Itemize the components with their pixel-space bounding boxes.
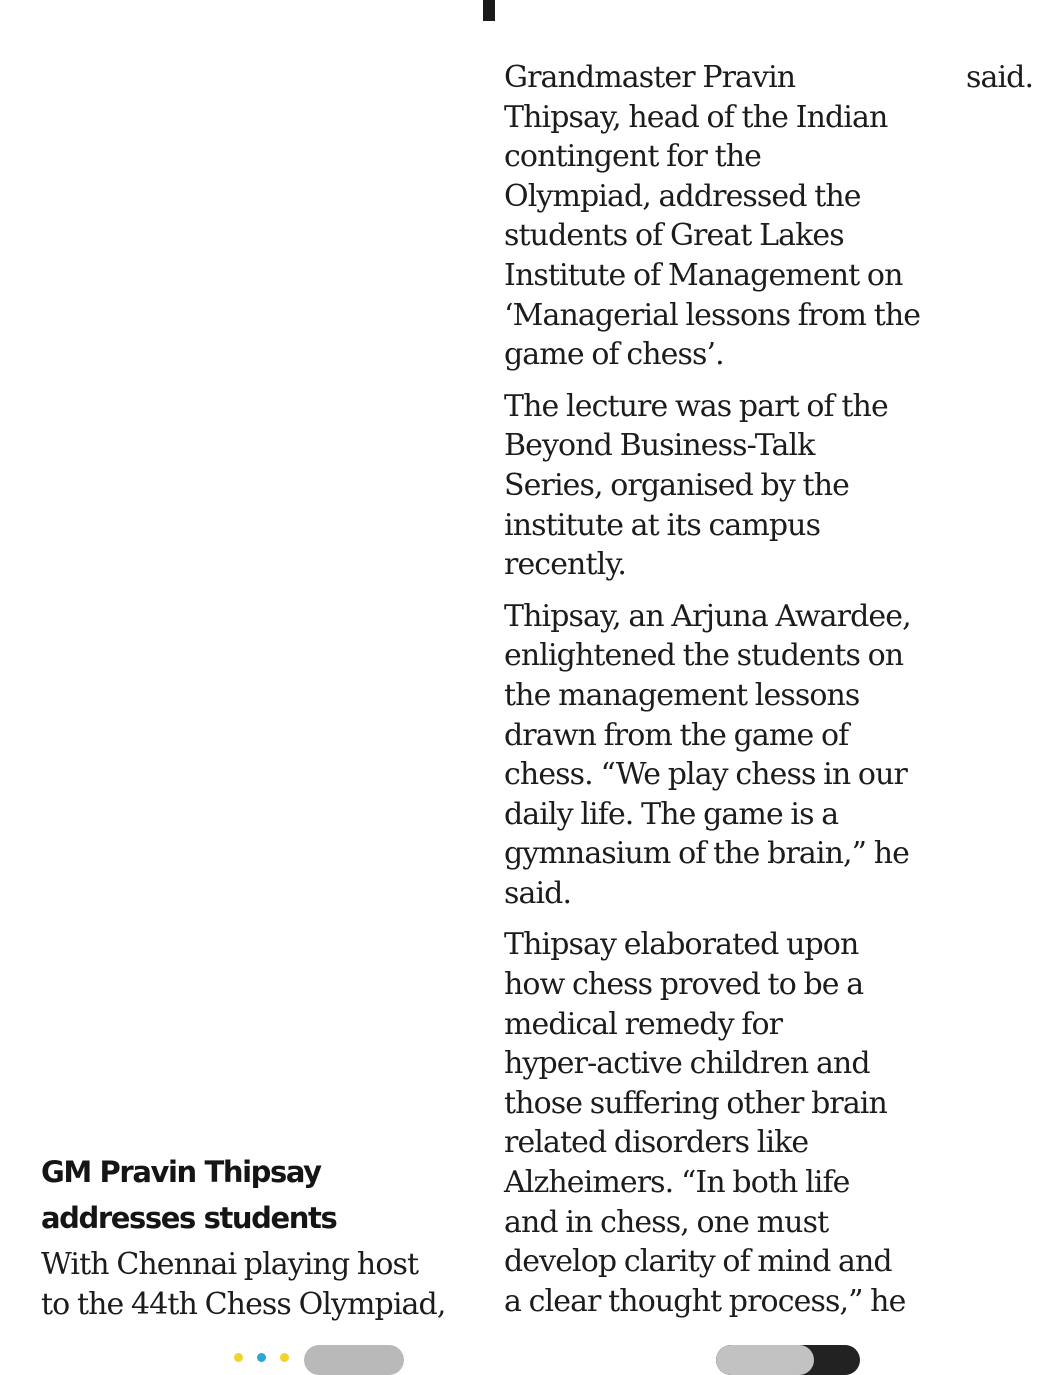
toggle-knob[interactable]	[716, 1345, 814, 1375]
text-line: a clear thought process,” he	[504, 1283, 906, 1319]
next-column-text: said.	[966, 60, 1034, 95]
headline-line: addresses students	[41, 1201, 337, 1235]
text-line: Series, organised by the	[504, 467, 849, 503]
page-dot	[234, 1353, 243, 1362]
text-line: the management lessons	[504, 677, 860, 713]
text-line: hyper-active children and	[504, 1046, 870, 1082]
text-line: how chess proved to be a	[504, 967, 864, 1003]
text-line: students of Great Lakes	[504, 218, 844, 254]
text-line: develop clarity of mind and	[504, 1244, 892, 1280]
text-line: game of chess’.	[504, 337, 724, 373]
page-dot	[257, 1353, 266, 1362]
text-line: related disorders like	[504, 1125, 809, 1161]
text-line: ‘Managerial lessons from the	[504, 297, 921, 333]
text-line: Grandmaster Pravin	[504, 60, 796, 95]
text-line: Thipsay, an Arjuna Awardee,	[504, 598, 911, 634]
text-line: enlightened the students on	[504, 638, 904, 674]
paragraph-2	[504, 387, 944, 585]
article-body	[504, 58, 944, 1321]
text-line: those suffering other brain	[504, 1085, 887, 1121]
text-line: daily life. The game is a	[504, 796, 839, 832]
text-line: Alzheimers. “In both life	[504, 1165, 850, 1201]
text-line: Thipsay elaborated upon	[504, 927, 859, 963]
text-line: medical remedy for	[504, 1006, 783, 1042]
text-line: Institute of Management on	[504, 257, 903, 293]
text-line: recently.	[504, 547, 627, 583]
text-line: With Chennai playing host	[41, 1247, 419, 1282]
headline-line: GM Pravin Thipsay	[41, 1155, 321, 1189]
left-scroll-handle[interactable]	[304, 1345, 404, 1375]
article-standfirst	[41, 1245, 491, 1324]
text-line: to the 44th Chess Olympiad,	[41, 1286, 446, 1322]
column-divider-marker	[483, 0, 495, 21]
paragraph-4	[504, 925, 944, 1321]
page-dot	[280, 1353, 289, 1362]
text-line: chess. “We play chess in our	[504, 757, 907, 793]
paragraph-3	[504, 597, 944, 914]
text-line: drawn from the game of	[504, 717, 849, 753]
article-headline	[41, 1149, 461, 1241]
text-line: Olympiad, addressed the	[504, 178, 861, 214]
text-line: Beyond Business-Talk	[504, 428, 815, 464]
text-line: contingent for the	[504, 139, 762, 175]
text-line: institute at its campus	[504, 507, 821, 543]
text-line: said.	[504, 875, 572, 911]
text-line: and in chess, one must	[504, 1204, 829, 1240]
text-line: The lecture was part of the	[504, 388, 888, 424]
text-line: gymnasium of the brain,” he	[504, 836, 910, 872]
right-toggle-switch[interactable]	[716, 1345, 860, 1375]
text-line: Thipsay, head of the Indian	[504, 99, 888, 135]
paragraph-1	[504, 58, 944, 375]
